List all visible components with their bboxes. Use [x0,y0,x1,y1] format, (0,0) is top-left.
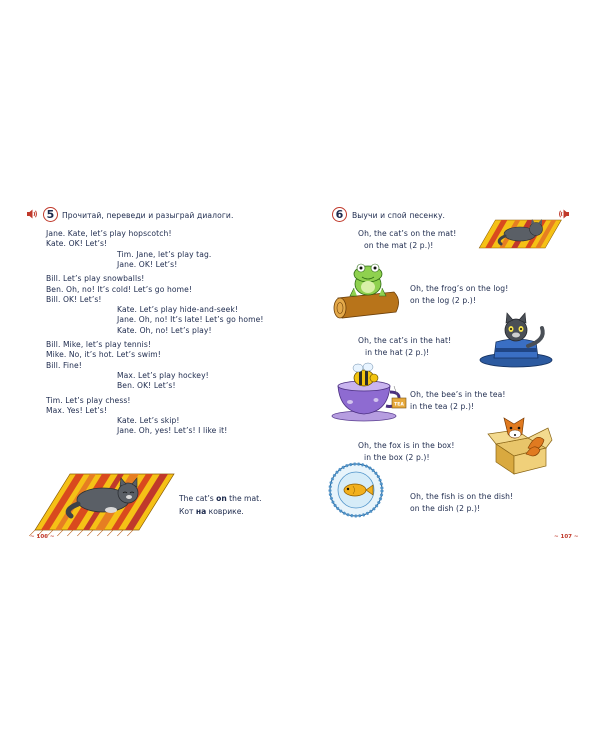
song-verse-line2: in the box (2 p.)! [364,453,430,462]
song-verse-line1: Oh, the cat’s on the mat! [358,229,457,238]
dialogue-line: Kate. Let’s skip! [117,416,180,426]
tea-tag-label: TEA [394,402,404,408]
dialogue-line: Jane. Oh, yes! Let’s! I like it! [117,426,228,436]
dialogue-line: Bill. Mike, let’s play tennis! [46,340,152,349]
exercise-number-5: 5 [43,207,58,222]
dialogue-line: Tim. Jane, let’s play tag. [117,249,212,259]
caption-ru-before: Кот [179,507,196,516]
song-verse-line1: Oh, the frog’s on the log! [410,284,509,293]
dialogue-line: Max. Let’s play hockey! [117,370,209,380]
dialogue-line: Jane. Kate, let’s play hopscotch! [46,229,172,238]
fox-in-box-illustration [486,404,556,476]
song-verse-line1: Oh, the bee’s in the tea! [410,390,506,399]
dialogue-line: Jane. OK! Let’s! [117,259,178,269]
exercise-number-6: 6 [332,207,347,222]
dialogue-line: Ben. OK! Let’s! [117,381,176,391]
dialogue-line: Kate. OK! Let’s! [46,239,108,249]
song-verse-line2: in the tea (2 p.)! [410,402,475,411]
song-verse-line1: Oh, the cat’s in the hat! [358,336,452,345]
song-verse-line2: on the mat (2 p.)! [364,241,434,250]
dialogue-line: Bill. Fine! [46,360,82,370]
caption-en-after: the mat. [226,494,262,503]
caption-english [179,493,262,505]
caption-russian [179,506,244,518]
page-number-right: ~ 107 ~ [554,534,579,540]
exercise-instruction: Прочитай, переведи и разыграй диалоги. [62,211,234,220]
song-verse-line1: Oh, the fox is in the box! [358,441,455,450]
dialogue-line: Kate. Let’s play hide-and-seek! [117,305,239,315]
cat-on-mat-illustration [33,466,173,538]
cat-in-hat-illustration [476,310,562,372]
dialogue-line: Bill. OK! Let’s! [46,294,102,304]
song-verse-line2: in the hat (2 p.)! [365,348,430,357]
fish-on-dish-illustration [328,462,384,518]
right-page [300,0,600,750]
frog-on-log-illustration [330,260,404,328]
caption-ru-after: коврике. [206,507,244,516]
bee-in-tea-illustration [328,362,412,422]
dialogue-line: Mike. No, it’s hot. Let’s swim! [46,350,161,360]
cat-on-mat-small-illustration [476,212,560,254]
caption-en-before: The cat’s [179,494,217,503]
dialogue-line: Jane. Oh, no! It’s late! Let’s go home! [117,315,264,325]
speaker-icon[interactable] [26,208,38,220]
song-verse-line1: Oh, the fish is on the dish! [410,492,514,501]
song-verse-line2: on the log (2 p.)! [410,296,476,305]
dialogue-line: Ben. Oh, no! It’s cold! Let’s go home! [46,284,193,294]
song-verse-line2: on the dish (2 p.)! [410,504,481,513]
dialogue-line: Bill. Let’s play snowballs! [46,274,145,284]
exercise-instruction-song: Выучи и спой песенку. [352,211,446,220]
page-number-left: ~ 106 ~ [30,534,55,540]
dialogue-line: Kate. Oh, no! Let’s play! [117,325,212,335]
dialogue-line: Tim. Let’s play chess! [46,395,131,405]
caption-en-bold: on [216,494,227,503]
caption-ru-bold: на [195,507,207,516]
dialogue-line: Max. Yes! Let’s! [46,405,108,415]
